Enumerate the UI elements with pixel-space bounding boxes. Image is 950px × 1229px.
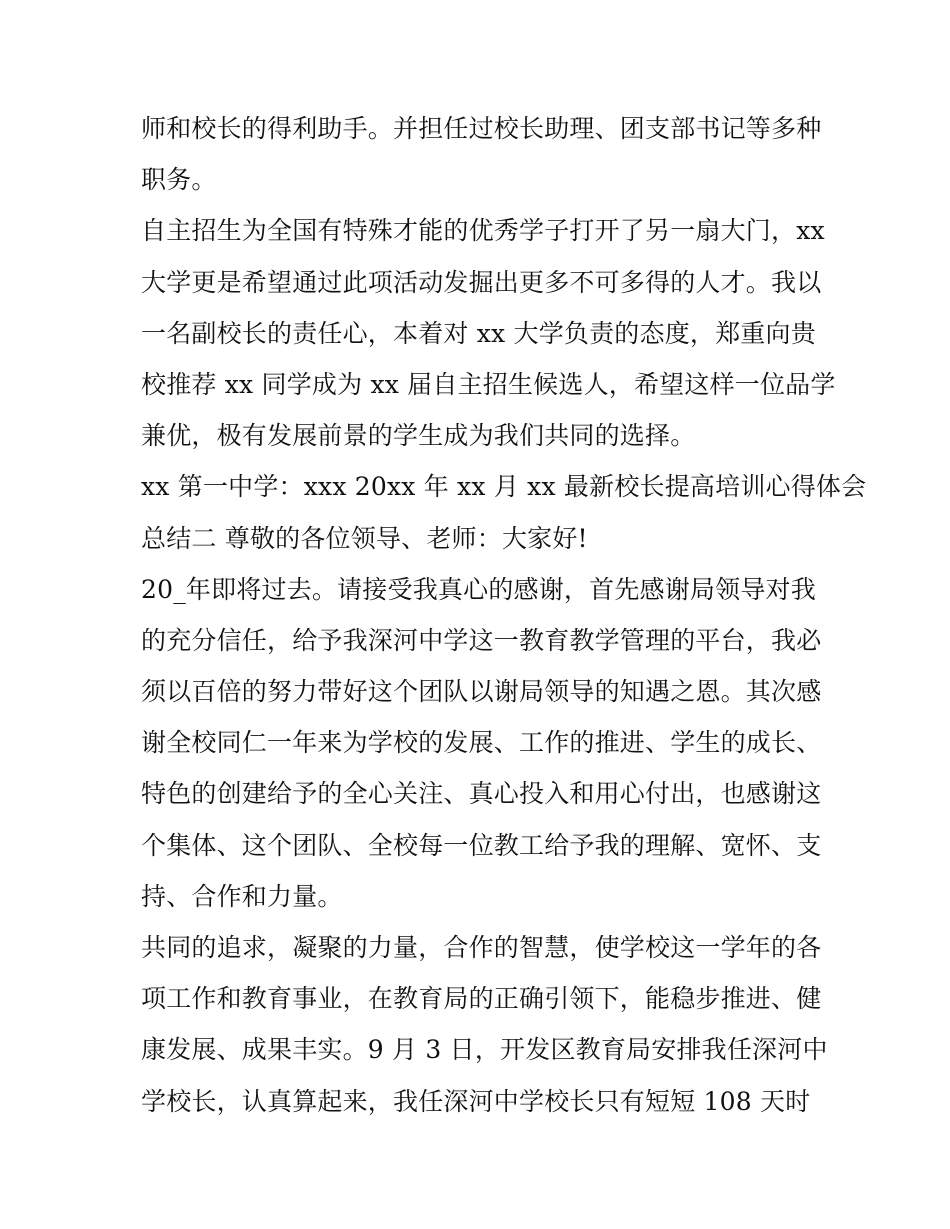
text-line: 持、合作和力量。 — [141, 881, 343, 911]
text-line: xx 第一中学：xxx 20xx 年 xx 月 xx 最新校长提高培训心得体会 — [141, 472, 867, 502]
text-line: 康发展、成果丰实。9 月 3 日，开发区教育局安排我任深河中 — [141, 1035, 828, 1065]
text-line: 总结二 尊敬的各位领导、老师：大家好! — [141, 523, 588, 553]
text-line: 须以百倍的努力带好这个团队以谢局领导的知遇之恩。其次感 — [141, 677, 822, 707]
text-line: 谢全校同仁一年来为学校的发展、工作的推进、学生的成长、 — [141, 728, 822, 758]
text-line: 的充分信任，给予我深河中学这一教育教学管理的平台，我必 — [141, 625, 822, 655]
body-text — [141, 103, 867, 1127]
text-line: 职务。 — [141, 165, 217, 195]
text-line: 学校长，认真算起来，我任深河中学校长只有短短 108 天时 — [141, 1086, 811, 1116]
text-line: 20_年即将过去。请接受我真心的感谢，首先感谢局领导对我 — [141, 574, 816, 604]
text-line: 项工作和教育事业，在教育局的正确引领下，能稳步推进、健 — [141, 984, 822, 1014]
text-line: 特色的创建给予的全心关注、真心投入和用心付出，也感谢这 — [141, 779, 822, 809]
text-line: 自主招生为全国有特殊才能的优秀学子打开了另一扇大门，xx — [141, 216, 825, 246]
text-line: 共同的追求，凝聚的力量，合作的智慧，使学校这一学年的各 — [141, 933, 822, 962]
text-line: 一名副校长的责任心，本着对 xx 大学负责的态度，郑重向贵 — [141, 318, 816, 348]
text-line: 校推荐 xx 同学成为 xx 届自主招生候选人，希望这样一位品学 — [141, 369, 836, 399]
text-line: 兼优，极有发展前景的学生成为我们共同的选择。 — [141, 421, 696, 451]
text-line: 个集体、这个团队、全校每一位教工给予我的理解、宽怀、支 — [141, 830, 822, 860]
text-line: 大学更是希望通过此项活动发掘出更多不可多得的人才。我以 — [141, 267, 822, 297]
text-line: 师和校长的得利助手。并担任过校长助理、团支部书记等多种 — [141, 114, 822, 143]
